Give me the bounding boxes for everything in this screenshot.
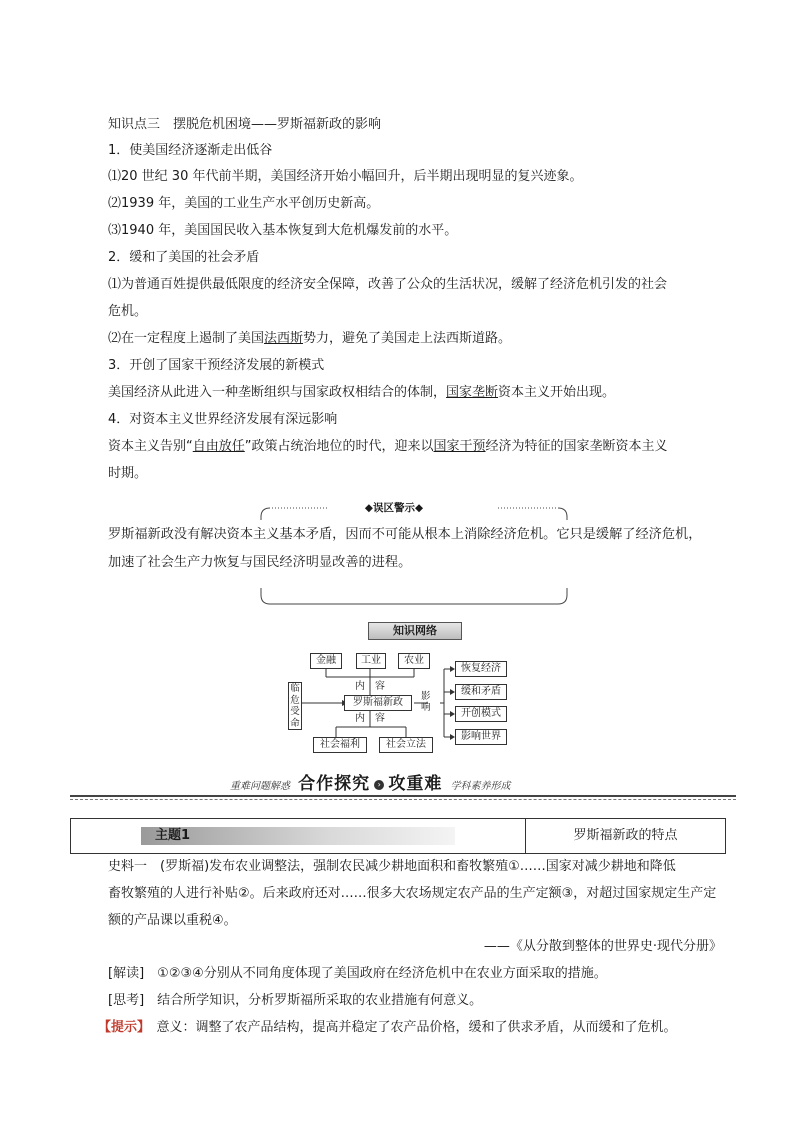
topic-left-cell — [71, 819, 526, 853]
item3-paragraph-1 — [108, 384, 615, 402]
underlined-term: 自由放任 — [192, 439, 245, 454]
warning-title-text: 误区警示 — [373, 502, 415, 514]
underlined-term: 国家垄断 — [446, 385, 499, 400]
item2-title: 2．缓和了美国的社会矛盾 — [108, 250, 260, 265]
item4-paragraph-1 — [108, 438, 668, 456]
underlined-term: 国家干预 — [433, 439, 486, 454]
thinking-label: [思考] — [108, 993, 145, 1008]
item4-paragraph-1-cont: 时期。 — [108, 466, 148, 481]
network-box-pioneer: 开创模式 — [455, 706, 507, 722]
underlined-term: 法西斯 — [264, 331, 304, 346]
topic-title: 罗斯福新政的特点 — [573, 828, 678, 843]
item3-title: 3．开创了国家干预经济发展的新模式 — [108, 358, 325, 373]
arrow-icon: › — [374, 780, 384, 790]
hint-label: 【提示】 — [98, 1020, 144, 1035]
warning-title: ◆误区警示◆ — [328, 501, 460, 515]
hint-row — [98, 1019, 677, 1037]
section-left-caption: 重难问题解惑 — [230, 781, 290, 792]
network-box-recover: 恢复经济 — [455, 661, 507, 677]
network-center-box: 罗斯福新政 — [344, 695, 412, 711]
item1-paragraph-3: ⑶1940 年，美国国民收入基本恢复到大危机爆发前的水平。 — [108, 223, 458, 238]
material-line-2: 畜牧繁殖的人进行补贴②。后来政府还对……很多大农场规定农产品的生产定额③，对超过国家规定生产定 — [108, 886, 717, 901]
item2-paragraph-2 — [108, 330, 511, 348]
network-content-label-top: 内 容 — [355, 681, 385, 692]
thinking-row — [108, 992, 482, 1010]
network-impact-label: 影响 — [421, 691, 431, 713]
text-span: 资本主义告别“ — [108, 439, 193, 454]
network-box-legislation: 社会立法 — [379, 737, 433, 753]
section-title-2: 攻重难 — [388, 774, 443, 794]
thinking-text: 结合所学知识，分析罗斯福所采取的农业措施有何意义。 — [157, 993, 483, 1008]
network-box-agriculture: 农业 — [398, 653, 430, 669]
network-content-label-bottom: 内 容 — [355, 713, 385, 724]
section-title-1: 合作探究 — [298, 774, 371, 794]
text-span: ”政策占统治地位的时代，迎来以 — [244, 439, 434, 454]
topic-table — [70, 818, 726, 854]
section-divider — [70, 795, 736, 797]
item2-paragraph-1-cont: 危机。 — [108, 304, 148, 319]
text-span: 资本主义开始出现。 — [498, 385, 616, 400]
text-span: 经济为特征的国家垄断资本主义 — [485, 439, 668, 454]
analysis-text: ①②③④分别从不同角度体现了美国政府在经济危机中在农业方面采取的措施。 — [157, 966, 607, 981]
analysis-label: [解读] — [108, 966, 145, 981]
network-title: 知识网络 — [368, 622, 462, 640]
section-divider-dashed — [70, 799, 736, 800]
item1-paragraph-2: ⑵1939 年，美国的工业生产水平创历史新高。 — [108, 196, 380, 211]
text-span: 势力，避免了美国走上法西斯道路。 — [303, 331, 512, 346]
network-box-finance: 金融 — [310, 653, 342, 669]
network-box-world: 影响世界 — [455, 729, 507, 745]
item1-title: 1．使美国经济逐渐走出低谷 — [108, 143, 273, 158]
section-right-caption: 学科素养形成 — [450, 781, 511, 792]
material-line-1: 史料一 (罗斯福)发布农业调整法，强制农民减少耕地面积和畜牧繁殖①……国家对减少耕地和降低 — [108, 859, 676, 874]
text-span: ⑵在一定程度上遏制了美国 — [108, 331, 265, 346]
material-source: ——《从分散到整体的世界史·现代分册》 — [483, 939, 722, 954]
text-span: 美国经济从此进入一种垄断组织与国家政权相结合的体制， — [108, 385, 447, 400]
knowledge-point-heading: 知识点三 摆脱危机困境——罗斯福新政的影响 — [108, 117, 382, 132]
network-left-label: 临危受命 — [288, 682, 302, 730]
warning-line-1: 罗斯福新政没有解决资本主义基本矛盾，因而不可能从根本上消除经济危机。它只是缓解了经济危机， — [108, 527, 702, 542]
hint-text: 意义：调整了农产品结构，提高并稳定了农产品价格，缓和了供求矛盾，从而缓和了危机。 — [156, 1020, 677, 1035]
network-box-industry: 工业 — [356, 653, 386, 669]
item4-title: 4．对资本主义世界经济发展有深远影响 — [108, 412, 338, 427]
item1-paragraph-1: ⑴20 世纪 30 年代前半期，美国经济开始小幅回升，后半期出现明显的复兴迹象。 — [108, 169, 583, 184]
item2-paragraph-1: ⑴为普通百姓提供最低限度的经济安全保障，改善了公众的生活状况，缓解了经济危机引发的社会 — [108, 277, 668, 292]
topic-name: 主题1 — [155, 828, 191, 843]
warning-line-2: 加速了社会生产力恢复与国民经济明显改善的进程。 — [108, 555, 412, 570]
material-line-3: 额的产品课以重税④。 — [108, 913, 237, 928]
analysis-row — [108, 965, 607, 983]
network-box-welfare: 社会福利 — [313, 737, 367, 753]
network-box-ease: 缓和矛盾 — [455, 684, 507, 700]
